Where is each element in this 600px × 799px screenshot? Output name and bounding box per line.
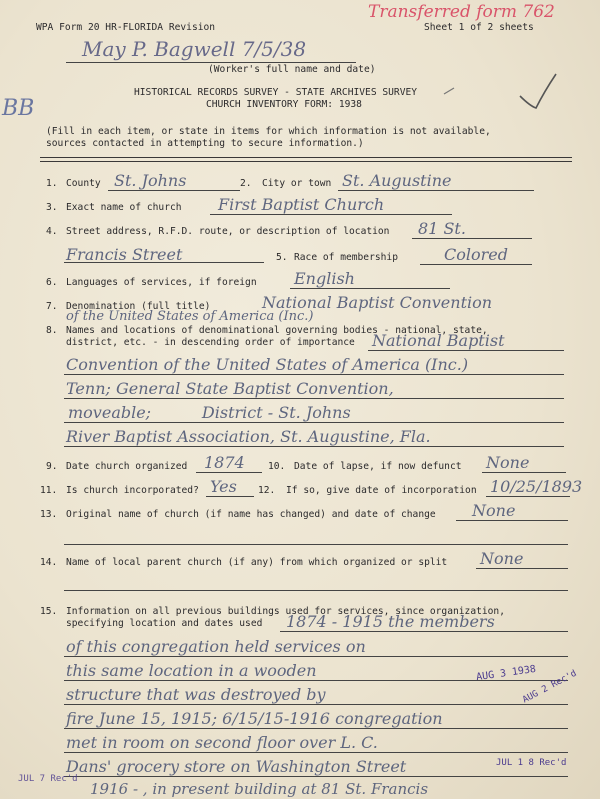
field-14-number: 14. [40, 557, 58, 568]
sheet-count: Sheet 1 of 2 sheets [424, 22, 534, 33]
field-2-number: 2. [240, 178, 252, 189]
field-7-label: Denomination (full title) [66, 301, 211, 312]
field-6-label: Languages of services, if foreign [66, 277, 257, 288]
field-4-number: 4. [46, 226, 58, 237]
field-12-value: 10/25/1893 [490, 477, 583, 496]
instructions-line1: (Fill in each item, or state in items for which information is not available, [46, 126, 491, 137]
field-5-value: Colored [444, 245, 508, 264]
field-8-value-b: Convention of the United States of America (Inc.) [66, 355, 469, 374]
field-8-number: 8. [46, 325, 58, 336]
field-11-label: Is church incorporated? [66, 485, 199, 496]
field-7-value-b: of the United States of America (Inc.) [66, 309, 314, 324]
pencil-checkmark-icon [440, 70, 560, 110]
form-title-line2: CHURCH INVENTORY FORM: 1938 [206, 99, 362, 110]
form-title-line1: HISTORICAL RECORDS SURVEY - STATE ARCHIVES SURVEY [134, 87, 418, 98]
worker-name-date: May P. Bagwell 7/5/38 [82, 37, 307, 61]
field-15-value-b: of this congregation held services on [66, 637, 366, 656]
field-15-value-e: fire June 15, 1915; 6/15/15-1916 congregation [66, 709, 443, 728]
field-13-label: Original name of church (if name has changed) and date of change [66, 509, 436, 520]
field-15-value-h: 1916 - , in present building at 81 St. Francis [90, 780, 429, 798]
field-6-number: 6. [46, 277, 58, 288]
field-15-value-g: Dans' grocery store on Washington Street [66, 757, 407, 776]
margin-note: BB [2, 96, 35, 121]
form-id: WPA Form 20 HR-FLORIDA Revision [36, 22, 216, 33]
field-8-value-e: River Baptist Association, St. Augustine, Fla. [66, 427, 431, 446]
field-2-value: St. Augustine [342, 171, 452, 190]
field-1-label: County [66, 178, 101, 189]
field-8-label-a: Names and locations of denominational governing bodies - national, state, [66, 325, 488, 336]
field-1-number: 1. [46, 178, 58, 189]
field-4-label: Street address, R.F.D. route, or description of location [66, 226, 390, 237]
transferred-note: Transferred form 762 [368, 2, 555, 22]
field-15-value-d: structure that was destroyed by [66, 685, 326, 704]
field-12-label: If so, give date of incorporation [286, 485, 477, 496]
field-11-number: 11. [40, 485, 58, 496]
field-15-number: 15. [40, 606, 58, 617]
field-7-number: 7. [46, 301, 58, 312]
field-4-value-b: Francis Street [66, 245, 183, 264]
field-1-value: St. Johns [114, 171, 187, 190]
field-15-value-c: this same location in a wooden [66, 661, 317, 680]
field-15-value-a: 1874 - 1915 the members [286, 612, 495, 631]
field-9-label: Date church organized [66, 461, 188, 472]
received-stamp-aug2: AUG 2 Rec'd [521, 668, 579, 706]
field-7-value-a: National Baptist Convention [262, 293, 493, 312]
field-10-number: 10. [268, 461, 286, 472]
instructions-line2: sources contacted in attempting to secure information.) [46, 138, 364, 149]
field-5-number: 5. [276, 252, 288, 263]
worker-caption: (Worker's full name and date) [208, 64, 376, 75]
field-3-value: First Baptist Church [218, 195, 385, 214]
field-3-number: 3. [46, 202, 58, 213]
field-4-value-a: 81 St. [418, 219, 466, 238]
field-15-value-f: met in room on second floor over L. C. [66, 733, 378, 752]
field-9-number: 9. [46, 461, 58, 472]
received-stamp-jul18: JUL 1 8 Rec'd [496, 758, 567, 768]
field-14-value: None [480, 549, 524, 568]
field-8-value-c: Tenn; General State Baptist Convention, [66, 379, 394, 398]
field-2-label: City or town [262, 178, 332, 189]
field-8-value-a: National Baptist [372, 331, 505, 350]
field-15-label-b: specifying location and dates used [66, 618, 263, 629]
field-8-value-d: moveable; District - St. Johns [68, 403, 351, 422]
field-13-value: None [472, 501, 516, 520]
field-14-label: Name of local parent church (if any) from which organized or split [66, 557, 448, 568]
field-6-value: English [294, 269, 355, 288]
field-13-number: 13. [40, 509, 58, 520]
received-stamp-jul7: JUL 7 Rec'd [18, 774, 78, 784]
received-stamp-aug3: AUG 3 1938 [475, 663, 537, 684]
field-5-label: Race of membership [294, 252, 398, 263]
field-9-value: 1874 [204, 453, 245, 472]
field-10-value: None [486, 453, 530, 472]
field-11-value: Yes [210, 477, 237, 496]
field-15-label-a: Information on all previous buildings used for services, since organization, [66, 606, 505, 617]
field-12-number: 12. [258, 485, 276, 496]
field-10-label: Date of lapse, if now defunct [294, 461, 462, 472]
field-8-label-b: district, etc. - in descending order of importance [66, 337, 355, 348]
field-3-label: Exact name of church [66, 202, 182, 213]
